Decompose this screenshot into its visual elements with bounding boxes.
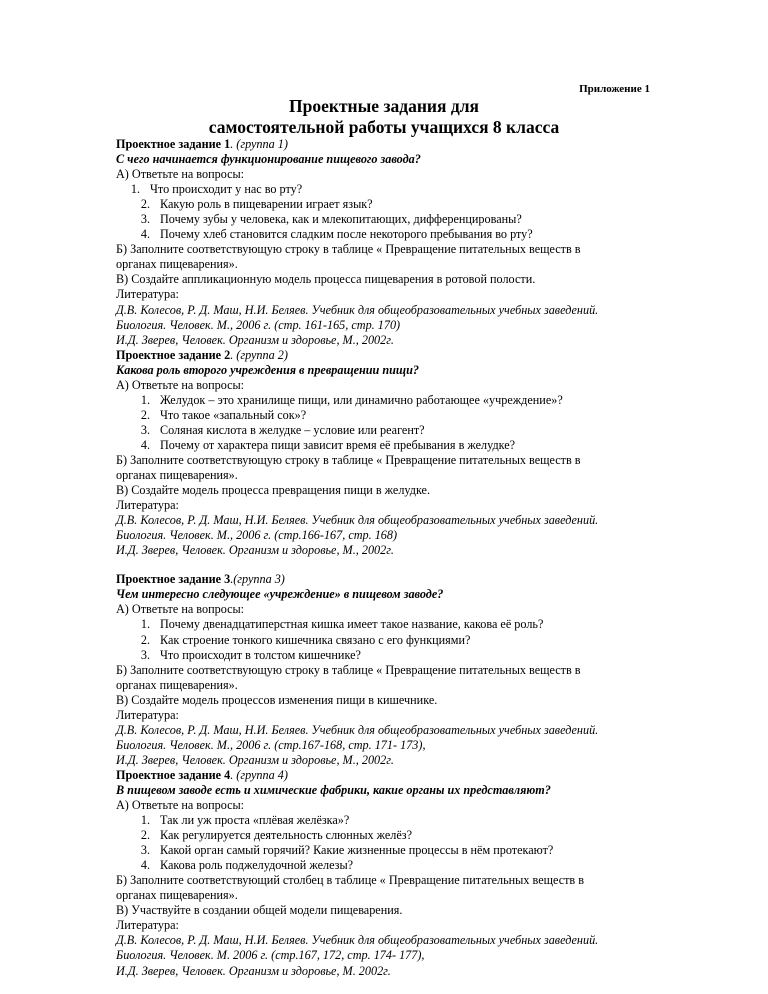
task-b-line: Б) Заполните соответствующую строку в таблице « Превращение питательных веществ в	[116, 242, 581, 257]
task-header	[116, 572, 676, 587]
literature-label: Литература:	[116, 707, 179, 722]
list-item: 2. Что такое «запальный сок»?	[140, 407, 307, 422]
list-item: 1. Что происходит у нас во рту?	[130, 182, 303, 197]
list-item: 3. Соляная кислота в желудке – условие или реагент?	[140, 422, 425, 437]
list-item: 3. Какой орган самый горячий? Какие жизненные процессы в нём протекают?	[140, 843, 554, 858]
literature-line: И.Д. Зверев, Человек. Организм и здоровье, М., 2002г.	[116, 543, 394, 558]
list-item: 4. Почему хлеб становится сладким после некоторого пребывания во рту?	[140, 227, 533, 242]
spacer	[116, 558, 676, 572]
task-question: Чем интересно следующее «учреждение» в пищевом заводе?	[116, 587, 444, 602]
appendix-label: Приложение 1	[579, 83, 650, 95]
question-list	[116, 813, 676, 873]
task-b-line: органах пищеварения».	[116, 257, 238, 272]
literature-label: Литература:	[116, 287, 179, 302]
answer-intro: А) Ответьте на вопросы:	[116, 602, 245, 617]
task-header	[116, 768, 676, 783]
task-v-line: В) Создайте модель процесса превращения пищи в желудке.	[116, 483, 431, 498]
literature-line: И.Д. Зверев, Человек. Организм и здоровье, М. 2002г.	[116, 963, 391, 978]
list-item: 1. Желудок – это хранилище пищи, или динамично работающее «учреждение»?	[140, 392, 563, 407]
list-item: 2. Как строение тонкого кишечника связано с его функциями?	[140, 632, 471, 647]
question-list	[116, 617, 676, 662]
literature-line: Биология. Человек. М. 2006 г. (стр.167, 172, стр. 174- 177),	[116, 948, 425, 963]
task-group: . (группа 1)	[230, 137, 288, 151]
list-item: 1. Почему двенадцатиперстная кишка имеет такое название, какова её роль?	[140, 617, 544, 632]
list-item: 1. Так ли уж проста «плёвая желёзка»?	[140, 813, 350, 828]
task-2	[116, 348, 676, 559]
document-body	[116, 137, 676, 979]
task-1	[116, 137, 676, 348]
literature-label: Литература:	[116, 498, 179, 513]
task-title: Проектное задание 2	[116, 347, 231, 362]
page-title-line-1: Проектные задания для	[289, 96, 479, 116]
answer-intro: А) Ответьте на вопросы:	[116, 798, 245, 813]
task-b-line: органах пищеварения».	[116, 888, 238, 903]
task-title: Проектное задание 4	[116, 767, 231, 782]
list-item: 4. Какова роль поджелудочной железы?	[140, 858, 354, 873]
question-list	[116, 182, 676, 197]
literature-line: Д.В. Колесов, Р. Д. Маш, Н.И. Беляев. Учебник для общеобразовательных учебных заведений.	[116, 513, 599, 528]
list-item: 2. Какую роль в пищеварении играет язык?	[140, 197, 373, 212]
question-list	[116, 197, 676, 242]
task-group: . (группа 4)	[230, 767, 288, 782]
task-question: В пищевом заводе есть и химические фабрики, какие органы их представляют?	[116, 782, 551, 797]
literature-line: И.Д. Зверев, Человек. Организм и здоровье, М., 2002г.	[116, 332, 394, 347]
task-header	[116, 137, 676, 152]
task-v-line: В) Участвуйте в создании общей модели пищеварения.	[116, 903, 403, 918]
literature-label: Литература:	[116, 918, 179, 933]
task-question: С чего начинается функционирование пищевого завода?	[116, 152, 421, 167]
task-4	[116, 768, 676, 979]
task-header	[116, 348, 676, 363]
task-question: Какова роль второго учреждения в превращении пищи?	[116, 362, 419, 377]
task-title: Проектное задание 3	[116, 572, 231, 587]
task-b-line: органах пищеварения».	[116, 468, 238, 483]
literature-line: Д.В. Колесов, Р. Д. Маш, Н.И. Беляев. Учебник для общеобразовательных учебных заведений.	[116, 302, 599, 317]
task-v-line: В) Создайте модель процессов изменения пищи в кишечнике.	[116, 692, 438, 707]
list-item: 2. Как регулируется деятельность слюнных желёз?	[140, 828, 413, 843]
answer-intro: А) Ответьте на вопросы:	[116, 377, 245, 392]
list-item: 3. Что происходит в толстом кишечнике?	[140, 647, 361, 662]
task-group: . (группа 2)	[230, 347, 288, 362]
task-v-line: В) Создайте аппликационную модель процесса пищеварения в ротовой полости.	[116, 272, 536, 287]
task-b-line: Б) Заполните соответствующий столбец в таблице « Превращение питательных веществ в	[116, 873, 584, 888]
task-title: Проектное задание 1	[116, 137, 231, 151]
question-list	[116, 393, 676, 453]
literature-line: Д.В. Колесов, Р. Д. Маш, Н.И. Беляев. Учебник для общеобразовательных учебных заведений.	[116, 933, 599, 948]
answer-intro: А) Ответьте на вопросы:	[116, 167, 245, 182]
task-3	[116, 572, 676, 768]
literature-line: Д.В. Колесов, Р. Д. Маш, Н.И. Беляев. Учебник для общеобразовательных учебных заведений.	[116, 722, 599, 737]
literature-line: Биология. Человек. М., 2006 г. (стр.167-168, стр. 171- 173),	[116, 737, 426, 752]
literature-line: Биология. Человек. М., 2006 г. (стр.166-167, стр. 168)	[116, 528, 398, 543]
task-b-line: Б) Заполните соответствующую строку в таблице « Превращение питательных веществ в	[116, 452, 581, 467]
task-group: .(группа 3)	[230, 572, 285, 587]
task-b-line: органах пищеварения».	[116, 677, 238, 692]
literature-line: И.Д. Зверев, Человек. Организм и здоровье, М., 2002г.	[116, 752, 394, 767]
list-item: 4. Почему от характера пищи зависит время её пребывания в желудке?	[140, 437, 516, 452]
list-item: 3. Почему зубы у человека, как и млекопитающих, дифференцированы?	[140, 212, 522, 227]
literature-line: Биология. Человек. М., 2006 г. (стр. 161-165, стр. 170)	[116, 317, 401, 332]
task-b-line: Б) Заполните соответствующую строку в таблице « Превращение питательных веществ в	[116, 662, 581, 677]
page-title-line-2: самостоятельной работы учащихся 8 класса	[208, 117, 560, 137]
